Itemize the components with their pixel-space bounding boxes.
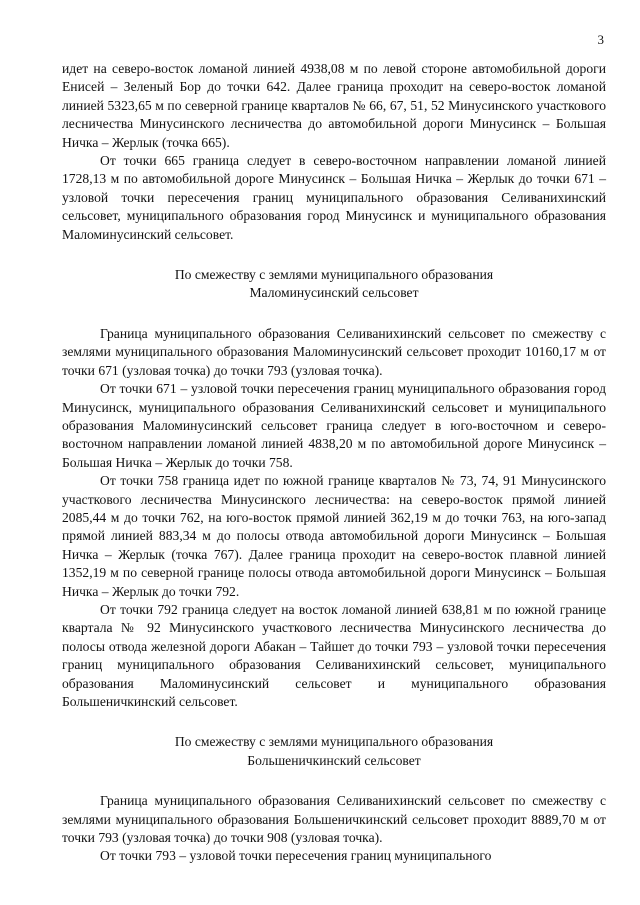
section-heading: По смежеству с землями муниципального образования bbox=[174, 734, 494, 750]
paragraph: От точки 793 – узловой точки пересечения границ муниципального bbox=[100, 848, 492, 864]
paragraph: идет на северо-восток ломаной линией 4938,08 м по левой стороне автомобильной дороги Енисей – Зеленый Бор до точки 642. Далее граница проходит на северо-восток ломаной линией 5323,65 м по северной границе кварталов № 66, 67, 51, 52 Минусинского участкового лесничества Минусинского лесничества до автомобильной дороги Минусинск – Большая Ничка – Жерлык (точка 665). bbox=[62, 61, 606, 150]
page-number: 3 bbox=[597, 32, 604, 47]
section-heading: По смежеству с землями муниципального образования bbox=[174, 267, 494, 283]
section-heading-subtitle: Маломинусинский сельсовет bbox=[249, 285, 419, 301]
paragraph: Граница муниципального образования Селиванихинский сельсовет по смежеству с землями муниципального образования Большеничкинский сельсовет проходит 8889,70 м от точки 793 (узловая точка) до точки 908 (узловая точка). bbox=[62, 793, 606, 846]
paragraph: От точки 665 граница следует в северо-восточном направлении ломаной линией 1728,13 м по автомобильной дороге Минусинск – Большая Ничка – Жерлык до точки 671 – узловой точки пересечения границ муниципального образования Селиванихинский сельсовет, муниципального образования город Минусинск и муниципального образования Маломинусинский сельсовет. bbox=[62, 153, 606, 242]
section-heading-subtitle: Большеничкинский сельсовет bbox=[247, 752, 421, 768]
paragraph: От точки 758 граница идет по южной границе кварталов № 73, 74, 91 Минусинского участкового лесничества Минусинского лесничества: на северо-восток прямой линией 2085,44 м до точки 762, на юго-восток прямой линией 362,19 м до точки 763, на юго-запад прямой линией 883,34 м до полосы отвода автомобильной дороги Минусинск – Большая Ничка – Жерлык (точка 767). Далее граница проходит на северо-восток плавной линией 1352,19 м по северной границе полосы отвода автомобильной дороги Минусинск – Большая Ничка – Жерлык до точки 792. bbox=[62, 473, 606, 599]
paragraph: Граница муниципального образования Селиванихинский сельсовет по смежеству с землями муниципального образования Маломинусинский сельсовет проходит 10160,17 м от точки 671 (узловая точка) до точки 793 (узловая точка). bbox=[62, 325, 606, 378]
document-body bbox=[62, 60, 606, 866]
paragraph: От точки 792 граница следует на восток ломаной линией 638,81 м по южной границе квартала № 92 Минусинского участкового лесничества Минусинского лесничества до полосы отвода железной дороги Абакан – Тайшет до точки 793 – узловой точки пересечения границ муниципального образования Селиванихинский сельсовет, муниципального образования Маломинусинский сельсовет и муниципального образования Большеничкинский сельсовет. bbox=[62, 601, 606, 709]
paragraph: От точки 671 – узловой точки пересечения границ муниципального образования город Минусинск, муниципального образования Селиванихинский сельсовет и муниципального образования Маломинусинский сельсовет граница следует в юго-восточном и северо-восточном направлении ломаной линией 4838,20 м по автомобильной дороге Минусинск – Большая Ничка – Жерлык до точки 758. bbox=[62, 381, 606, 470]
